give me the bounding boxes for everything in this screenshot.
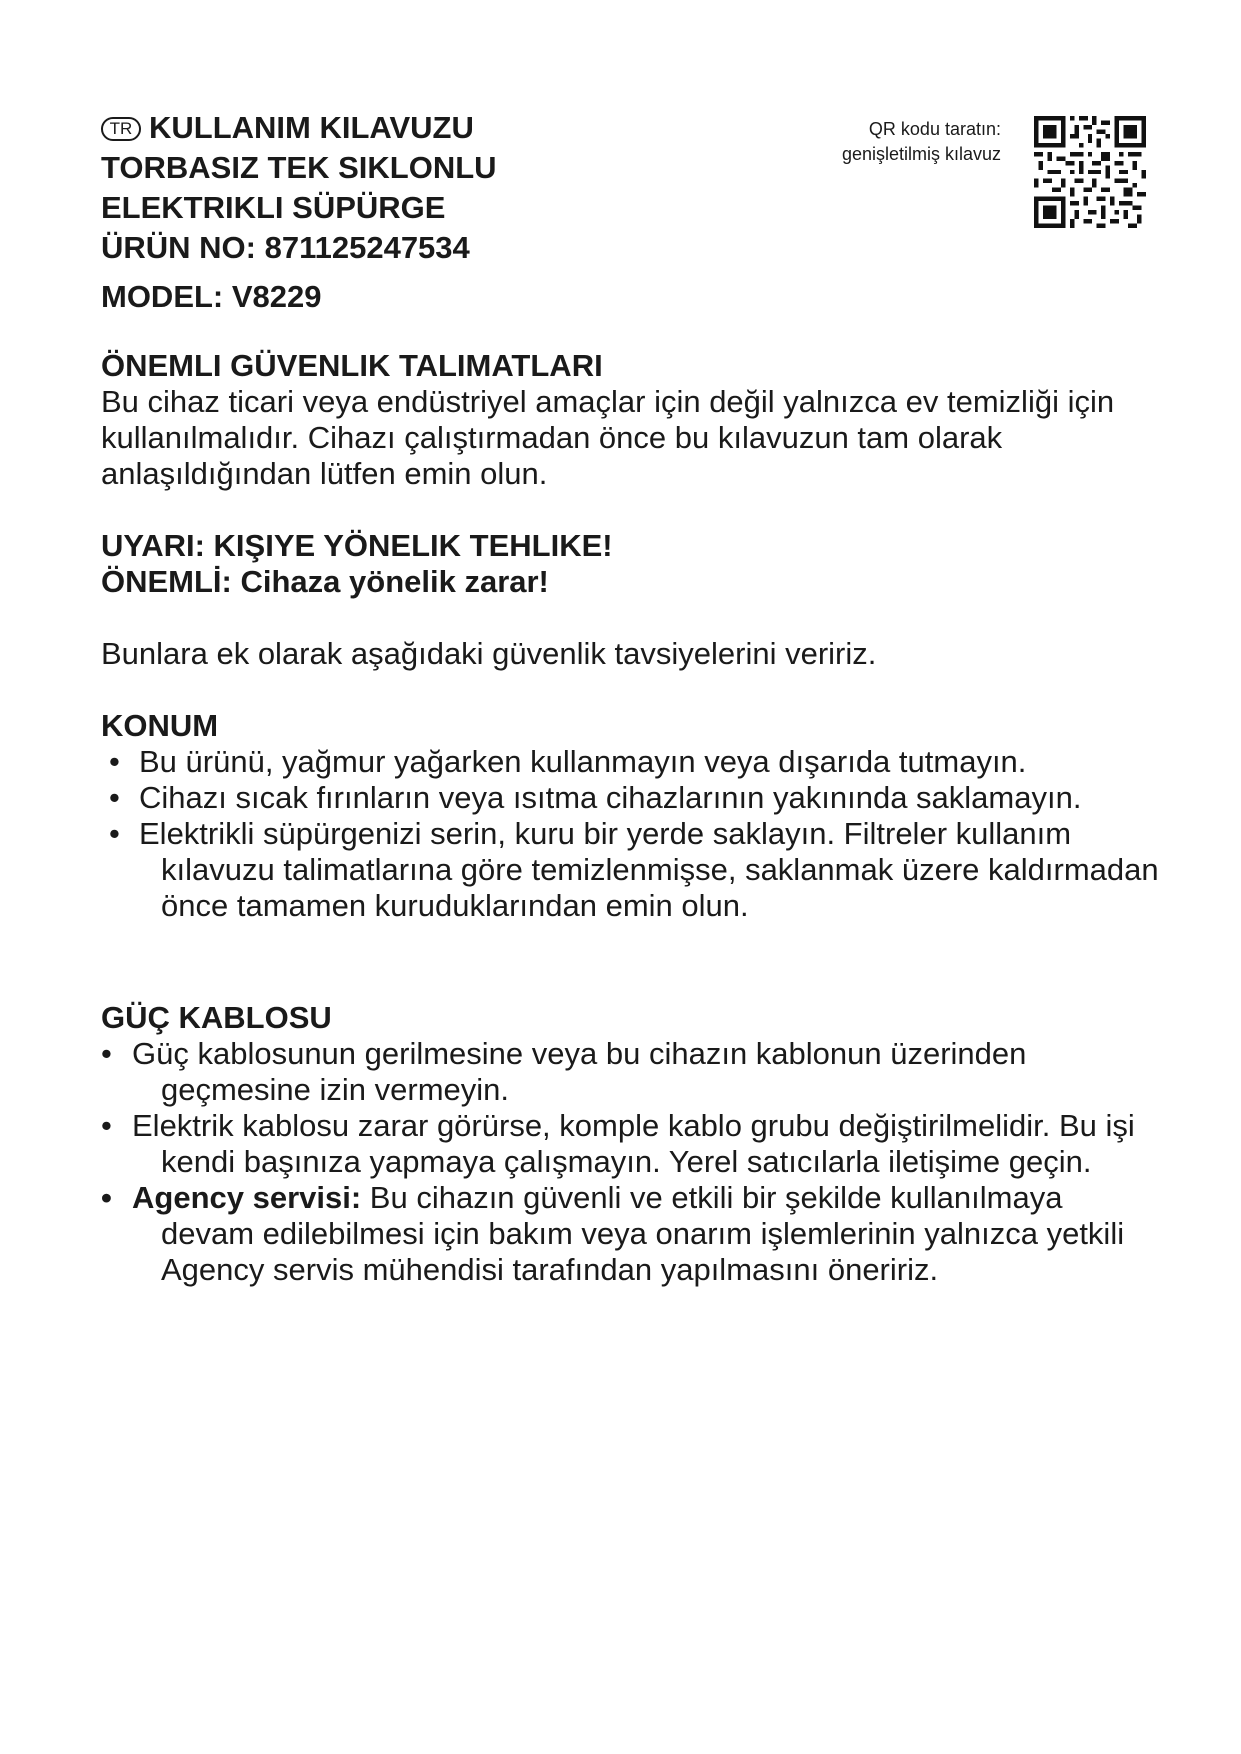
location-list: [101, 744, 1161, 924]
title-line-3: ELEKTRIKLI SÜPÜRGE: [101, 190, 446, 225]
list-item: • Elektrik kablosu zarar görürse, komple kablo grubu değiştirilmelidir. Bu işi kendi başınıza yapmaya çalışmayın. Yerel satıcılarla iletişime geçin.: [101, 1108, 1161, 1180]
qr-note-line-2: genişletilmiş kılavuz: [841, 144, 1001, 164]
agency-service-label: Agency servisi:: [132, 1180, 362, 1215]
warning-damage-device: ÖNEMLİ: Cihaza yönelik zarar!: [101, 564, 549, 599]
qr-note-line-1: QR kodu taratın:: [868, 119, 1001, 139]
qr-code-icon[interactable]: [1034, 116, 1146, 228]
safety-text: Bu cihaz ticari veya endüstriyel amaçlar için değil yalnızca ev temizliği için kullanılmalıdır. Cihazı çalıştırmadan önce bu kılavuzun tam olarak anlaşıldığından lütfen emin olun.: [101, 384, 1115, 491]
list-item: • Elektrikli süpürgenizi serin, kuru bir yerde saklayın. Filtreler kullanım kılavuzu talimatlarına göre temizlenmişse, saklanmak üzere kaldırmadan önce tamamen kuruduklarından emin olun.: [101, 816, 1161, 924]
power-cord-title: GÜÇ KABLOSU: [101, 1000, 332, 1035]
power-cord-section: [101, 1000, 1161, 1288]
language-badge: TR: [101, 117, 141, 141]
agency-service-item: [101, 1180, 1161, 1288]
product-number: ÜRÜN NO: 871125247534: [101, 230, 470, 265]
safety-title: ÖNEMLI GÜVENLIK TALIMATLARI: [101, 348, 603, 383]
intro-section: [101, 636, 1161, 672]
list-item: • Cihazı sıcak fırınların veya ısıtma cihazlarının yakınında saklamayın.: [101, 780, 1161, 816]
document-header: [101, 108, 741, 317]
agency-service-text: Bu cihazın güvenli ve etkili bir şekilde kullanılmaya devam edilebilmesi için bakım veya onarım işlemlerinin yalnızca yetkili Agency servis mühendisi tarafından yapılmasını öneririz.: [161, 1180, 1125, 1287]
title-line-1: [101, 108, 741, 148]
warnings-section: [101, 528, 1161, 600]
location-title: KONUM: [101, 708, 219, 743]
warning-danger-person: UYARI: KIŞIYE YÖNELIK TEHLIKE!: [101, 528, 613, 563]
manual-title: KULLANIM KILAVUZU: [149, 110, 474, 145]
model-number: MODEL: V8229: [101, 279, 322, 314]
title-line-2: TORBASIZ TEK SIKLONLU: [101, 150, 497, 185]
location-section: [101, 708, 1161, 924]
list-item: • Bu ürünü, yağmur yağarken kullanmayın veya dışarıda tutmayın.: [101, 744, 1161, 780]
power-cord-list: [101, 1036, 1161, 1288]
safety-section: [101, 348, 1161, 492]
intro-text: Bunlara ek olarak aşağıdaki güvenlik tavsiyelerini veririz.: [101, 636, 877, 671]
list-item: • Güç kablosunun gerilmesine veya bu cihazın kablonun üzerinden geçmesine izin vermeyin.: [101, 1036, 1161, 1108]
qr-note: [781, 117, 1001, 167]
